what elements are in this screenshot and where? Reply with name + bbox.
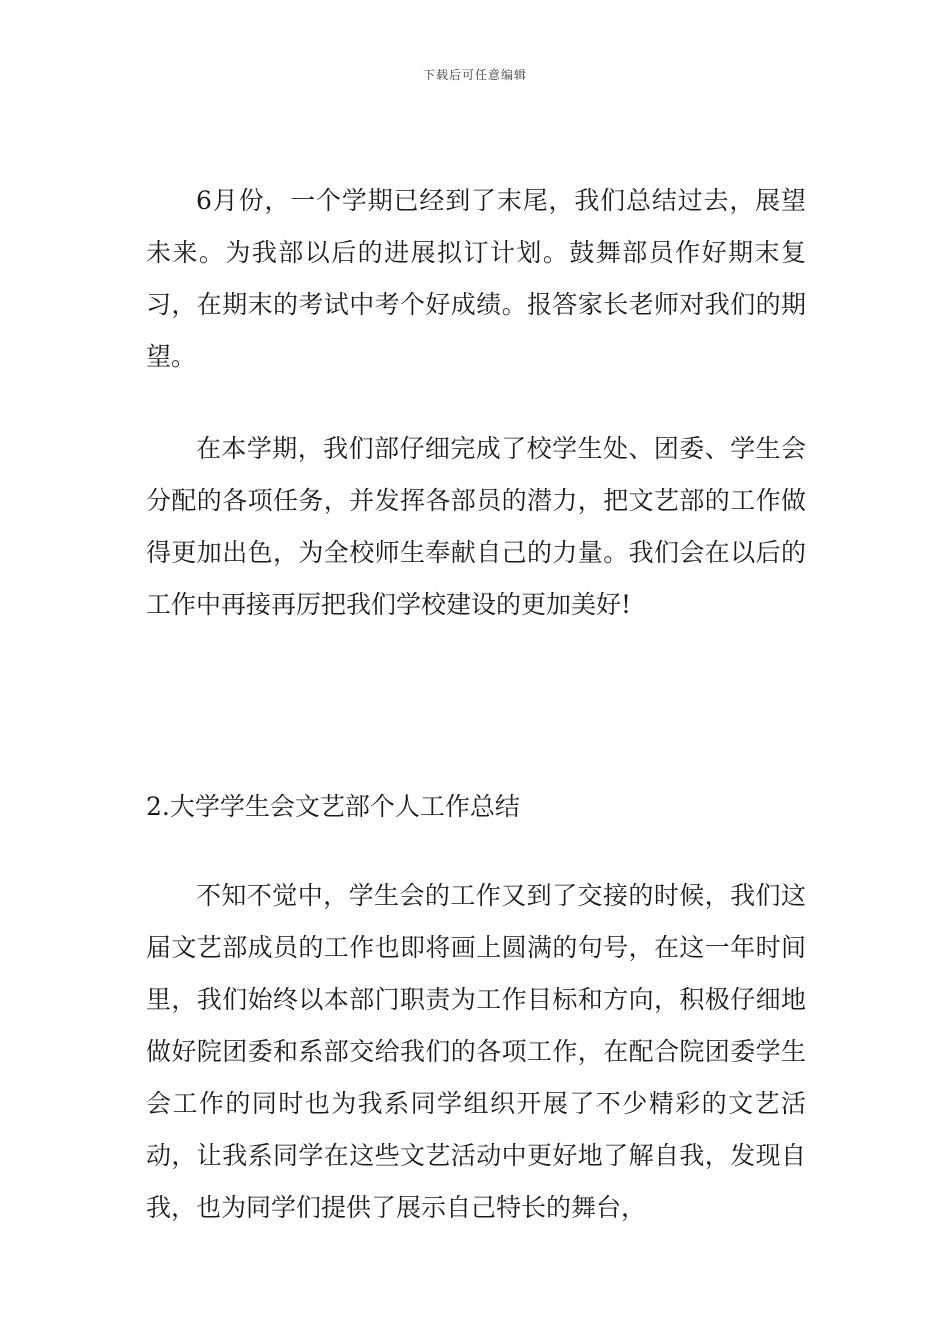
section-heading: 2.大学学生会文艺部个人工作总结	[146, 792, 520, 821]
paragraph-3: 不知不觉中，学生会的工作又到了交接的时候，我们这届文艺部成员的工作也即将画上圆满的句号，在这一年时间里，我们始终以本部门职责为工作目标和方向，积极仔细地做好院团委和系部交给我们的各项工作，在配合院团委学生会工作的同时也为我系同学组织开展了不少精彩的文艺活动，让我系同学在这些文艺活动中更好地了解自我，发现自我，也为同学们提供了展示自己特长的舞台，	[146, 881, 806, 1222]
paragraph-1: 6月份，一个学期已经到了末尾，我们总结过去，展望未来。为我部以后的进展拟订计划。鼓舞部员作好期末复习，在期末的考试中考个好成绩。报答家长老师对我们的期望。	[146, 186, 806, 371]
paragraph-2: 在本学期，我们部仔细完成了校学生处、团委、学生会分配的各项任务，并发挥各部员的潜力，把文艺部的工作做得更加出色，为全校师生奉献自己的力量。我们会在以后的工作中再接再厉把我们学校建设的更加美好!	[146, 434, 806, 619]
page-header-note: 下载后可任意编辑	[422, 68, 527, 82]
